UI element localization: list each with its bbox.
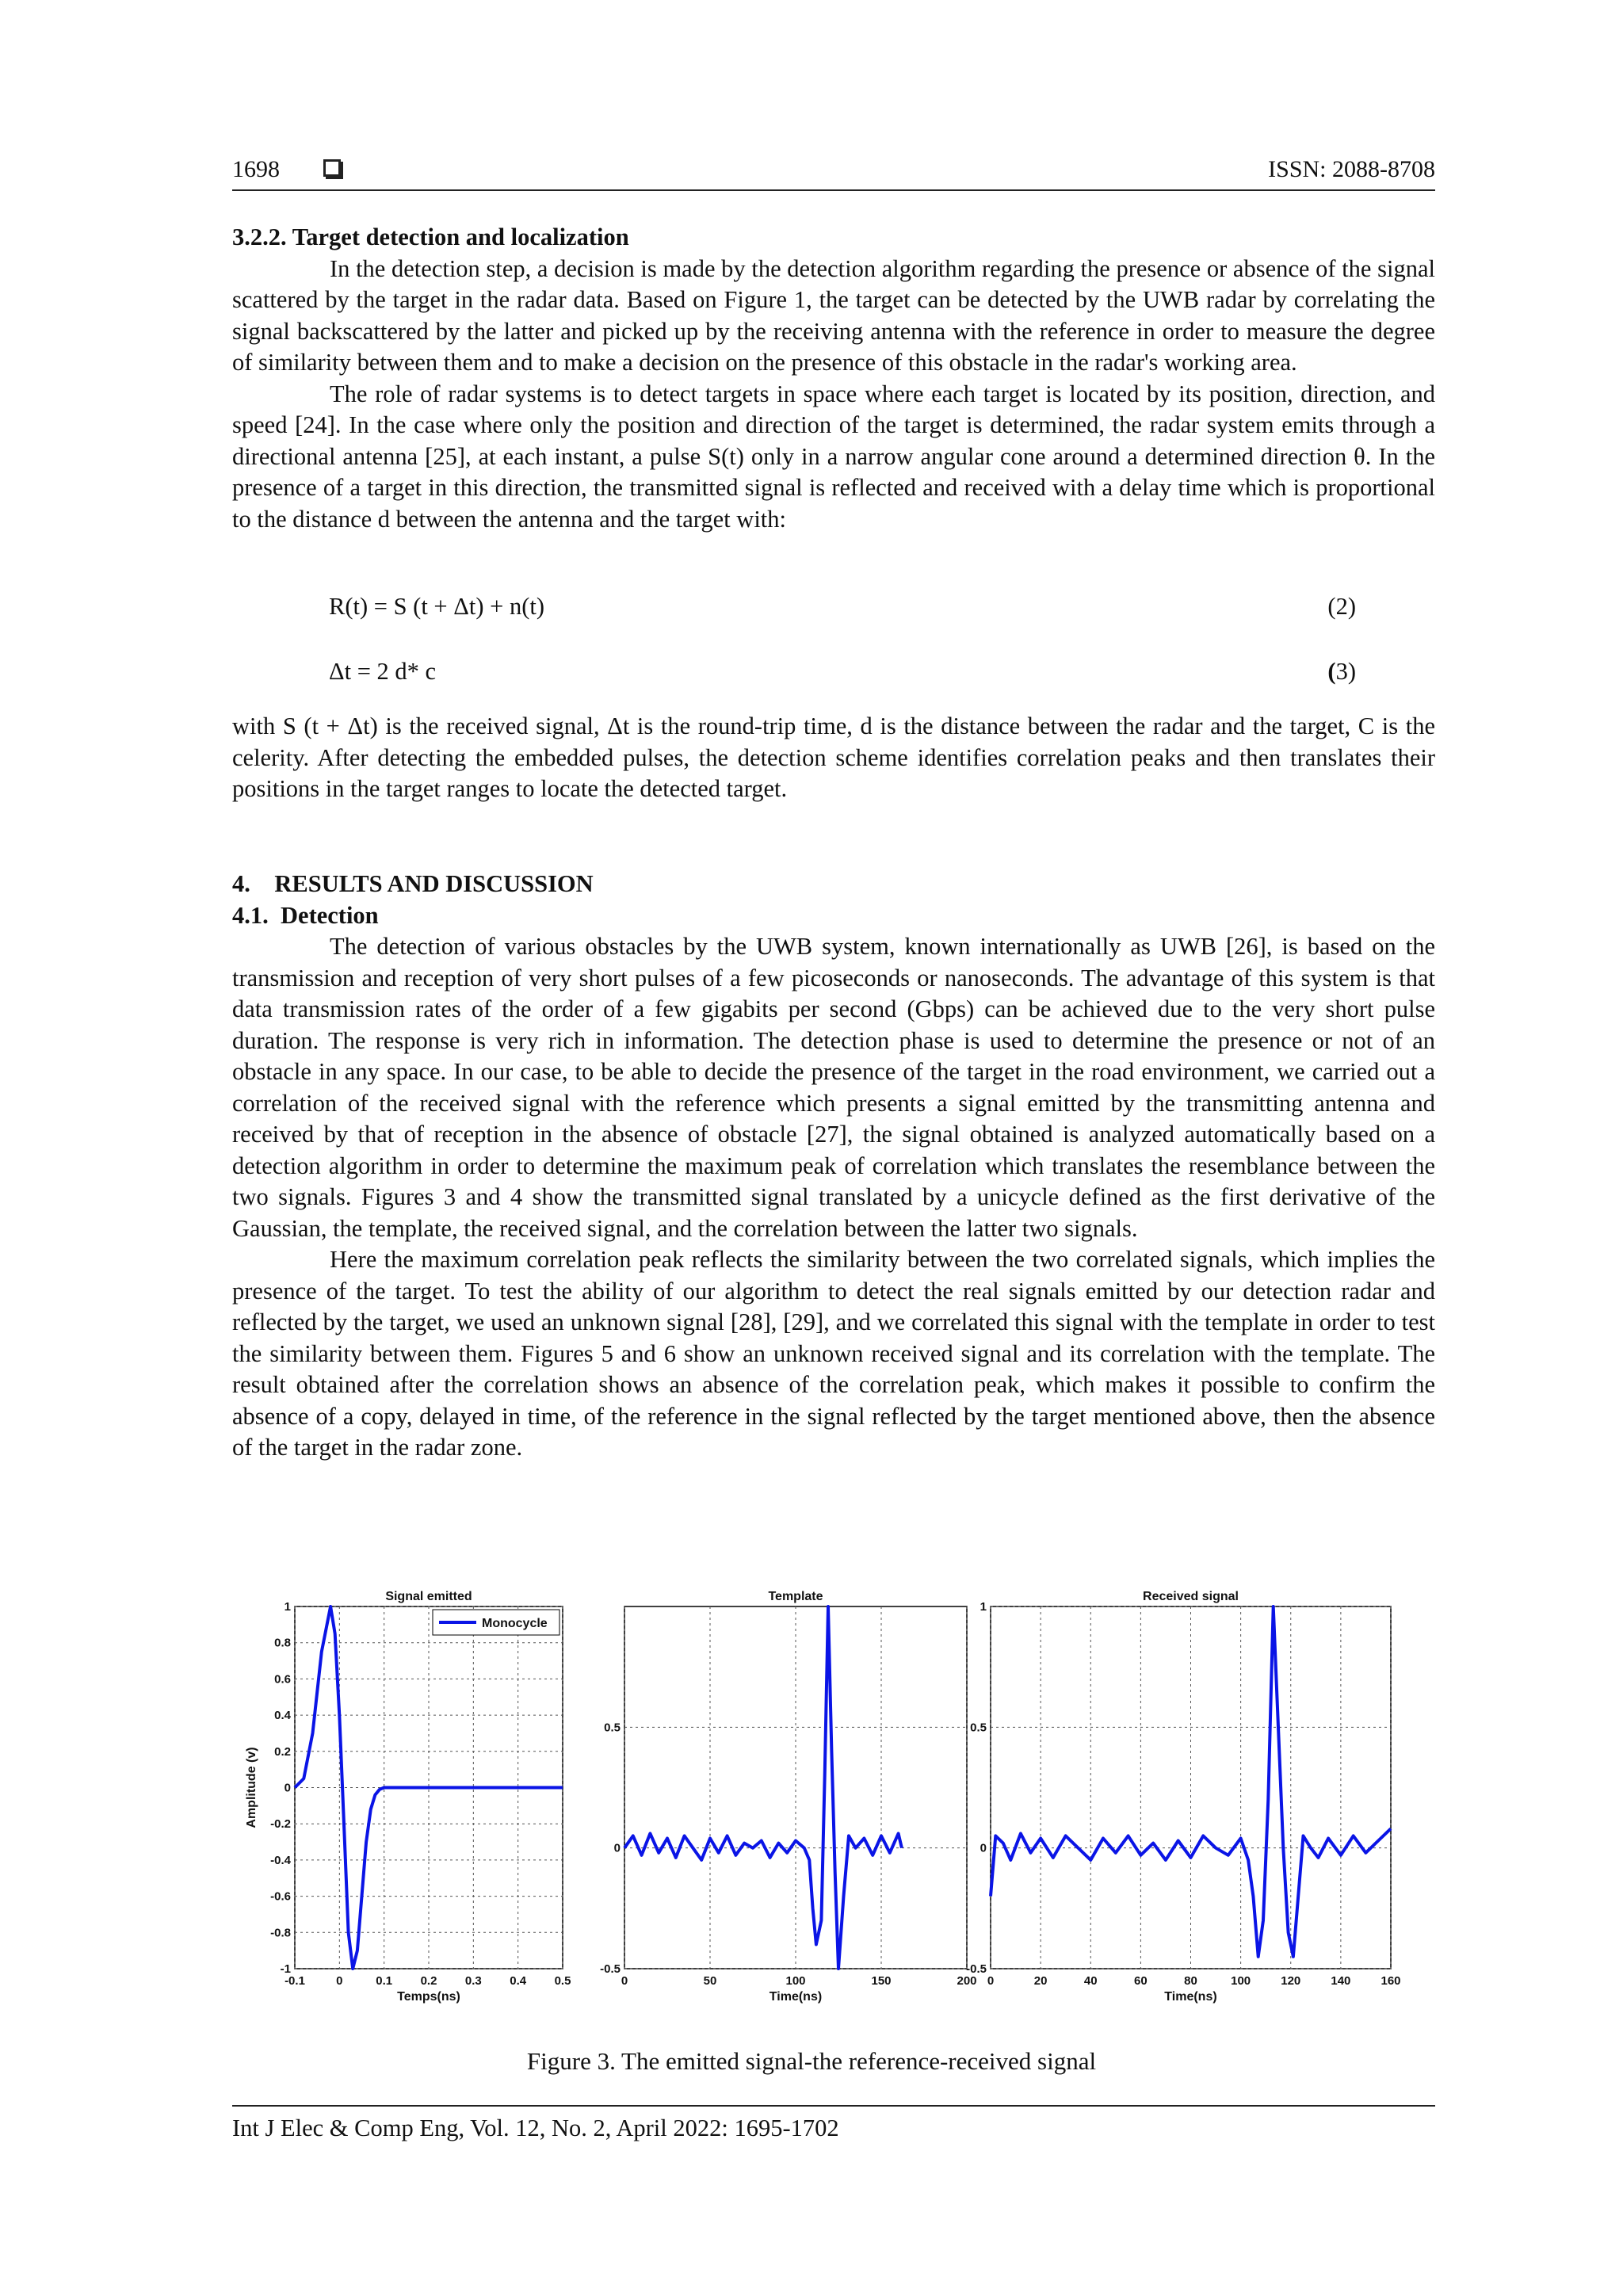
section-heading: 3.2.2. Target detection and localization: [232, 223, 629, 250]
equation-text: Δt = 2 d* c: [329, 658, 437, 685]
x-tick-label: 140: [1331, 1974, 1351, 1988]
paragraph: The role of radar systems is to detect targets in space where each target is located by its position, direction, and speed [24]. In the case where only the position and direction of the target is determined, the radar system emits through a directional antenna [25], at each instant, a pulse S(t) only in a narrow angular cone around a determined direction θ. In the presence of a target in this direction, the transmitted signal is reflected and received with a delay time which is proportional to the distance d between the antenna and the target with:: [232, 380, 1435, 533]
x-tick-label: 120: [1281, 1974, 1301, 1988]
x-tick-label: 50: [703, 1974, 717, 1988]
y-tick-label: 0: [980, 1841, 987, 1855]
chart-legend: [433, 1610, 559, 1635]
page-header: [232, 155, 1435, 191]
y-axis-label: Amplitude (v): [245, 1747, 258, 1828]
x-tick-label: 20: [1033, 1974, 1048, 1988]
x-tick-label: 40: [1083, 1974, 1098, 1988]
page-footer: Int J Elec & Comp Eng, Vol. 12, No. 2, April 2022: 1695-1702: [232, 2105, 1435, 2142]
x-axis-label: Time(ns): [769, 1990, 823, 2004]
paragraph: with S (t + Δt) is the received signal, Δt is the round-trip time, d is the distance between the radar and the target, C is the celerity. After detecting the embedded pulses, the detection scheme identifies correlation peaks and then translates their positions in the target ranges to locate the detected target.: [232, 712, 1435, 802]
x-tick-label: 0: [621, 1974, 628, 1988]
y-tick-label: 1: [284, 1600, 291, 1614]
section-4: [232, 869, 1435, 1464]
y-tick-label: -0.5: [600, 1962, 621, 1976]
x-tick-label: 0: [987, 1974, 995, 1988]
y-tick-label: 0.5: [970, 1721, 987, 1735]
y-tick-label: -0.8: [270, 1926, 291, 1940]
equation-number-rest: 3): [1335, 658, 1356, 685]
subsection-heading: 4.1. Detection: [232, 901, 379, 929]
figure-caption: Figure 3. The emitted signal-the reference-received signal: [526, 2047, 1097, 2075]
equation-3: [329, 658, 1356, 686]
y-tick-label: 0.2: [274, 1744, 291, 1759]
page-number: 1698: [232, 156, 280, 182]
equation-number: (2): [1327, 593, 1356, 620]
x-tick-label: 200: [957, 1974, 977, 1988]
chart-panel-1: [245, 1590, 571, 2004]
plot-frame: [991, 1606, 1391, 1969]
x-tick-label: 0.1: [376, 1974, 393, 1988]
x-axis-label: Temps(ns): [397, 1990, 460, 2004]
chart-title: Template: [768, 1590, 823, 1603]
y-tick-label: -1: [280, 1962, 291, 1976]
y-tick-label: 0.5: [604, 1721, 621, 1735]
plot-frame: [624, 1606, 967, 1969]
equation-number: [1327, 658, 1356, 686]
section-3-2-2-continued: [232, 711, 1435, 805]
x-tick-label: 0.4: [510, 1974, 527, 1988]
equation-2: [329, 593, 1356, 621]
x-tick-label: 0.3: [464, 1974, 482, 1988]
x-tick-label: 80: [1184, 1974, 1197, 1988]
y-tick-label: 0.8: [274, 1636, 291, 1650]
y-tick-label: -0.5: [966, 1962, 987, 1976]
x-axis-label: Time(ns): [1164, 1990, 1217, 2004]
x-tick-label: 60: [1134, 1974, 1148, 1988]
y-tick-label: 1: [980, 1600, 987, 1614]
y-tick-label: -0.6: [270, 1889, 291, 1904]
issn: ISSN: 2088-8708: [1268, 156, 1435, 182]
paragraph: The detection of various obstacles by the UWB system, known internationally as UWB [26], is based on the transmission and reception of very short pulses of a few picoseconds or nanoseconds. The advantage of this system is that data transmission rates of the order of a few gigabits per second (Gbps) can be achieved due to the very short pulse duration. The response is very rich in information. The detection phase is used to determine the presence or not of an obstacle in any space. In our case, to be able to decide the presence of the target in the road environment, we carried out a correlation of the received signal with the reference which presents a signal emitted by the transmitting antenna and received by that of reception in the absence of obstacle [27], the signal obtained is analyzed automatically based on a detection algorithm in order to determine the maximum peak of correlation which translates the resemblance between the two signals. Figures 3 and 4 show the transmitted signal translated by a unicycle defined as the first derivative of the Gaussian, the template, the received signal, and the correlation between the latter two signals.: [232, 933, 1435, 1242]
chart-panel-3: [966, 1590, 1400, 2004]
x-tick-label: -0.1: [285, 1974, 305, 1988]
y-tick-label: 0.6: [274, 1672, 291, 1687]
chart-title: Received signal: [1143, 1590, 1239, 1603]
x-tick-label: 100: [1231, 1974, 1251, 1988]
legend-entry: Monocycle: [482, 1617, 548, 1630]
equation-paren: (: [1327, 658, 1336, 685]
paragraph: In the detection step, a decision is made by the detection algorithm regarding the presence or absence of the signal scattered by the target in the radar data. Based on Figure 1, the target can be detected by the UWB radar by correlating the signal backscattered by the latter and picked up by the receiving antenna with the reference in order to measure the degree of similarity between them and to make a decision on the presence of this obstacle in the radar's working area.: [232, 254, 1435, 376]
chart-title: Signal emitted: [385, 1590, 472, 1603]
x-tick-label: 160: [1381, 1974, 1401, 1988]
chart-panel-2: [600, 1590, 976, 2004]
x-tick-label: 100: [785, 1974, 806, 1988]
figure-3: [230, 1565, 1442, 2021]
y-tick-label: -0.4: [270, 1853, 291, 1867]
y-tick-label: 0.4: [274, 1709, 291, 1723]
paragraph: Here the maximum correlation peak reflects the similarity between the two correlated signals, which implies the presence of the target. To test the ability of our algorithm to detect the real signals emitted by our detection radar and reflected by the target, we used an unknown signal [28], [29], and we correlated this signal with the template in order to test the similarity between them. Figures 5 and 6 show an unknown received signal and its correlation with the template. The result obtained after the correlation shows an absence of the correlation peak, which makes it possible to confirm the absence of a copy, delayed in time, of the reference in the signal reflected by the target mentioned above, then the absence of the target in the radar zone.: [232, 1246, 1435, 1461]
x-tick-label: 0.2: [420, 1974, 437, 1988]
y-tick-label: 0: [613, 1841, 621, 1855]
x-tick-label: 0: [336, 1974, 343, 1988]
x-tick-label: 0.5: [554, 1974, 571, 1988]
equation-text: R(t) = S (t + Δt) + n(t): [329, 593, 544, 620]
x-tick-label: 150: [871, 1974, 892, 1988]
y-tick-label: 0: [284, 1781, 291, 1795]
section-3-2-2: [232, 222, 1435, 535]
square-bullet-icon: [323, 159, 341, 177]
y-tick-label: -0.2: [270, 1817, 291, 1832]
section-heading: 4. RESULTS AND DISCUSSION: [232, 870, 594, 897]
